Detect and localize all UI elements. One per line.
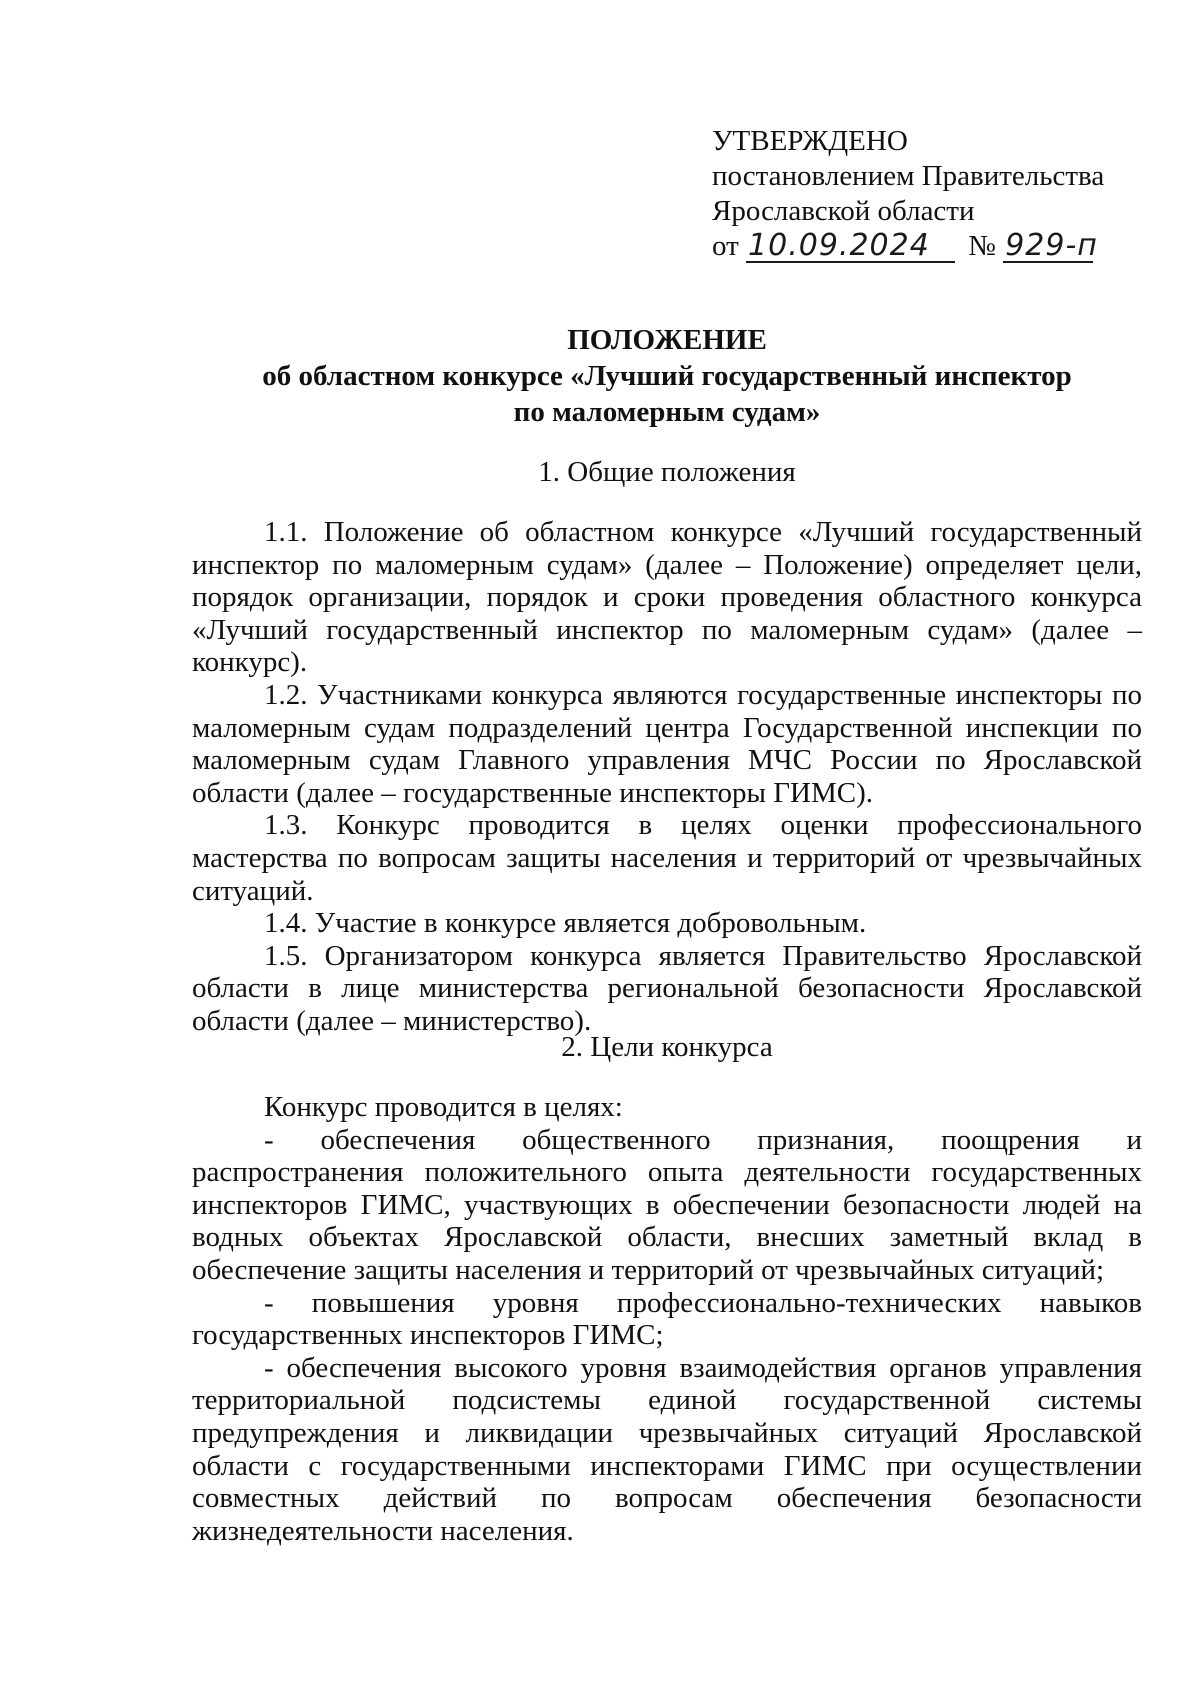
paragraph-1-4: 1.4. Участие в конкурсе является добровольным. [264, 907, 867, 940]
paragraph-1-5: 1.5. Организатором конкурса является Правительство Ярославской области в лице министерства региональной безопасности Ярославской области (далее – министерство). [192, 939, 1142, 1037]
paragraph-1-3: 1.3. Конкурс проводится в целях оценки профессионального мастерства по вопросам защиты населения и территорий от чрезвычайных ситуаций. [192, 809, 1142, 907]
paragraph-1-2: 1.2. Участниками конкурса являются государственные инспекторы по маломерным судам подразделений центра Государственной инспекции по маломерным судам Главного управления МЧС России по Ярославской области (далее – государственные инспекторы ГИМС). [192, 678, 1142, 809]
from-label: от [712, 230, 739, 262]
section-2-body [192, 1091, 1142, 1547]
approval-heading: УТВЕРЖДЕНО [712, 125, 908, 157]
approval-stamp [712, 124, 1104, 264]
goal-item-3: - обеспечения высокого уровня взаимодействия органов управления территориальной подсистемы единой государственной системы предупреждения и ликвидации чрезвычайных ситуаций Ярославской области с государственными инспекторами ГИМС при осуществлении совместных действий по вопросам обеспечения безопасности жизнедеятельности населения. [192, 1351, 1142, 1547]
section-1-body [192, 516, 1142, 1038]
title-main: ПОЛОЖЕНИЕ [567, 324, 767, 356]
approval-date-number-line [712, 229, 1104, 264]
section-2-heading: 2. Цели конкурса [561, 1031, 773, 1063]
document-title [192, 322, 1142, 430]
handwritten-date: 10.09.2024 [746, 231, 955, 263]
section-1-heading: 1. Общие положения [538, 456, 796, 488]
goal-item-1: - обеспечения общественного признания, поощрения и распространения положительного опыта деятельности государственных инспекторов ГИМС, участвующих в обеспечении безопасности людей на водных объектах Ярославской области, внесших заметный вклад в обеспечение защиты населения и территорий от чрезвычайных ситуаций; [192, 1123, 1142, 1286]
approval-authority: постановлением Правительства [712, 160, 1105, 192]
paragraph-1-1: 1.1. Положение об областном конкурсе «Лучший государственный инспектор по маломерным судам» (далее – Положение) определяет цели, порядок организации, порядок и сроки проведения областного конкурса «Лучший государственный инспектор по маломерным судам» (далее – конкурс). [192, 516, 1142, 679]
handwritten-number: 929-п [1005, 228, 1098, 263]
title-sub-line-1: об областном конкурсе «Лучший государственный инспектор [262, 360, 1072, 392]
title-sub-line-2: по маломерным судам» [513, 396, 821, 428]
goal-item-2: - повышения уровня профессионально-технических навыков государственных инспекторов ГИМС; [192, 1286, 1142, 1352]
number-label: № [968, 230, 996, 262]
approval-region: Ярославской области [712, 195, 975, 227]
section-2-intro: Конкурс проводится в целях: [264, 1091, 623, 1123]
